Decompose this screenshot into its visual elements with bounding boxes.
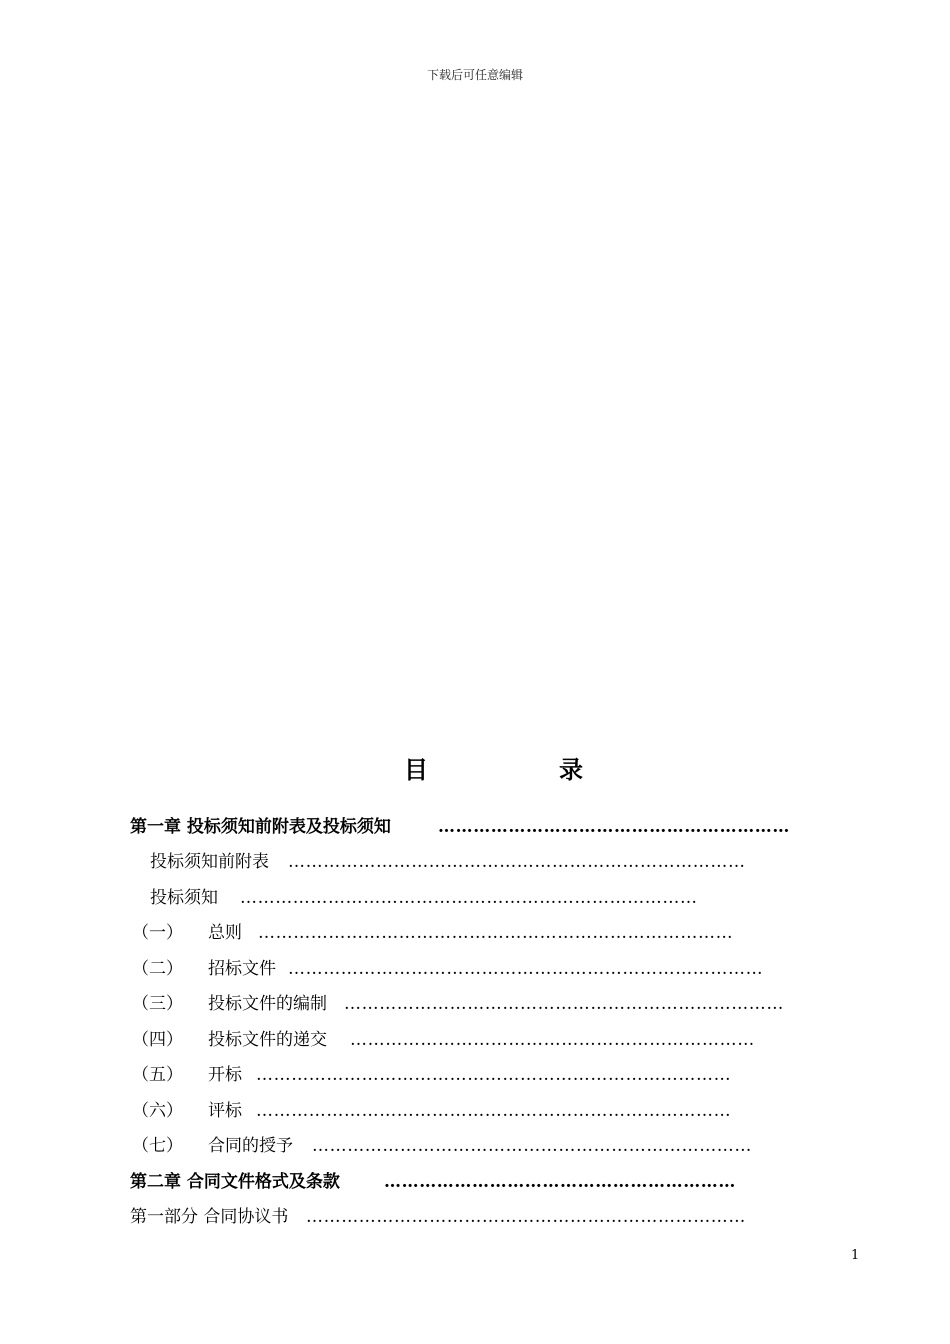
page-number: 1 — [851, 1248, 860, 1263]
toc-leader-dots: …………………………………………………………… — [350, 1030, 755, 1050]
toc-entry-number: （一） — [132, 923, 183, 943]
toc-entry-label: 投标文件的编制 — [208, 994, 327, 1014]
toc-entry-number: （三） — [132, 994, 183, 1014]
toc-leader-dots: …………………………………………………… — [438, 817, 790, 837]
toc-leader-dots: …………………………………………………………………… — [240, 888, 698, 908]
toc-entry-label: 第二章 合同文件格式及条款 — [130, 1172, 340, 1192]
toc-entry-number: （五） — [132, 1065, 183, 1085]
toc-leader-dots: ………………………………………………………………… — [306, 1207, 746, 1227]
toc-entry-label: 招标文件 — [208, 959, 276, 979]
toc-entry-number: （二） — [132, 959, 183, 979]
toc-entry-number: （四） — [132, 1030, 183, 1050]
toc-title-char-1: 目 — [404, 756, 428, 784]
toc-leader-dots: ………………………………………………………………… — [344, 994, 784, 1014]
page-header: 下载后可任意编辑 — [426, 68, 523, 82]
toc-leader-dots: ……………………………………………………………………… — [288, 959, 764, 979]
toc-entry-label: 开标 — [208, 1065, 242, 1085]
toc-leader-dots: ……………………………………………………………………… — [256, 1101, 732, 1121]
toc-leader-dots: ……………………………………………………………………… — [258, 923, 734, 943]
toc-title — [0, 750, 950, 784]
toc-entry-label: 投标文件的递交 — [208, 1030, 327, 1050]
toc-entry-label: 评标 — [208, 1101, 242, 1121]
toc-entry-label: 第一章 投标须知前附表及投标须知 — [130, 817, 391, 837]
toc-title-char-2: 录 — [559, 756, 583, 784]
toc-leader-dots: …………………………………………………… — [384, 1172, 736, 1192]
toc-leader-dots: ………………………………………………………………… — [312, 1136, 752, 1156]
toc-entry-number: （六） — [132, 1101, 183, 1121]
toc-entry-label: 总则 — [208, 923, 242, 943]
toc-entry-label: 投标须知前附表 — [150, 852, 269, 872]
toc-entry-label: 第一部分 合同协议书 — [130, 1207, 289, 1227]
toc-entry-label: 合同的授予 — [208, 1136, 293, 1156]
toc-leader-dots: …………………………………………………………………… — [288, 852, 746, 872]
toc-entry-label: 投标须知 — [150, 888, 218, 908]
toc-entry-number: （七） — [132, 1136, 183, 1156]
toc-leader-dots: ……………………………………………………………………… — [256, 1065, 732, 1085]
